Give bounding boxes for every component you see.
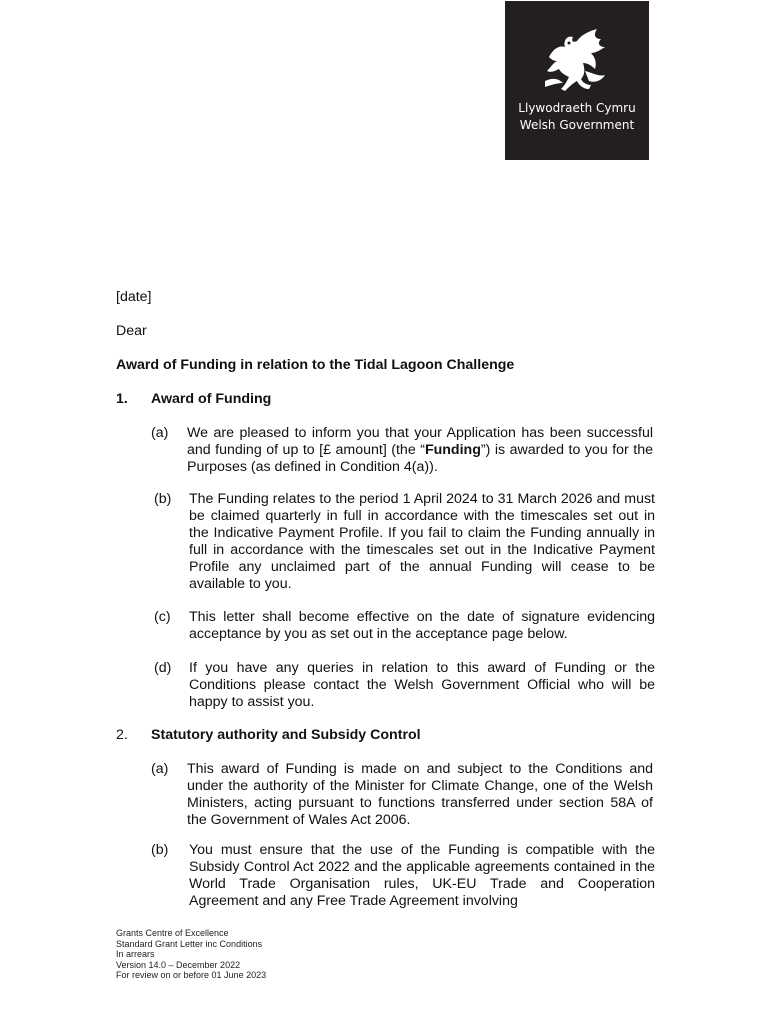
- section-2-item-b-label: (b): [151, 842, 169, 858]
- section-2-title: Statutory authority and Subsidy Control: [151, 727, 421, 743]
- section-1-item-a-text: [187, 425, 653, 476]
- section-1-item-d-text: If you have any queries in relation to this award of Funding or the Conditions please contact the Welsh Government Official who will be happy to assist you.: [189, 660, 655, 710]
- welsh-government-logo: [505, 1, 649, 160]
- item-a-text-end: ”) is awarded to you for the Purposes (as defined in Condition 4(a)).: [187, 442, 653, 475]
- section-1-title: Award of Funding: [151, 391, 272, 407]
- page-footer: [116, 928, 266, 981]
- section-1-item-b-label: (b): [154, 491, 172, 507]
- item-a-text-start: We are pleased to inform you that your Application has been successful and funding of up to [£ amount] (the “: [187, 425, 653, 458]
- letter-salutation: Dear: [116, 323, 147, 339]
- letter-subject: Award of Funding in relation to the Tidal Lagoon Challenge: [116, 357, 515, 373]
- section-1-number: 1.: [116, 391, 128, 407]
- section-1-item-d-label: (d): [154, 660, 172, 676]
- footer-line-2: Standard Grant Letter inc Conditions: [116, 938, 263, 949]
- logo-text-english: Welsh Government: [519, 118, 635, 132]
- section-2-item-a-text: This award of Funding is made on and subject to the Conditions and under the authority of the Minister for Climate Change, one of the Welsh Ministers, acting pursuant to functions transferred under section 58A of the Government of Wales Act 2006.: [187, 761, 653, 828]
- section-2-number: 2.: [116, 727, 128, 743]
- funding-term: Funding: [424, 442, 481, 458]
- footer-line-1: Grants Centre of Excellence: [116, 928, 229, 938]
- section-2-item-a-label: (a): [151, 761, 169, 777]
- letter-date: [date]: [116, 289, 152, 305]
- section-1-item-c-label: (c): [154, 609, 171, 625]
- footer-line-3: In arrears: [116, 949, 155, 959]
- section-1-item-c-text: This letter shall become effective on the date of signature evidencing acceptance by you as set out in the acceptance page below.: [189, 609, 655, 642]
- footer-line-4: Version 14.0 – December 2022: [116, 959, 241, 970]
- section-1-item-a-label: (a): [151, 425, 169, 441]
- section-2-item-b-text: You must ensure that the use of the Funding is compatible with the Subsidy Control Act 2022 and the applicable agreements contained in the World Trade Organisation rules, UK-EU Trade and Cooperation Agreement and any Free Trade Agreement involving: [189, 842, 655, 909]
- footer-line-5: For review on or before 01 June 2023: [116, 970, 267, 980]
- section-1-item-b-text: The Funding relates to the period 1 April 2024 to 31 March 2026 and must be claimed quarterly in full in accordance with the timescales set out in the Indicative Payment Profile. If you fail to claim the Funding annually in full in accordance with the timescales set out in the Indicative Payment Profile any unclaimed part of the annual Funding will cease to be available to you.: [189, 491, 655, 592]
- dragon-emblem-icon: [539, 27, 615, 95]
- logo-text-welsh: Llywodraeth Cymru: [518, 101, 636, 115]
